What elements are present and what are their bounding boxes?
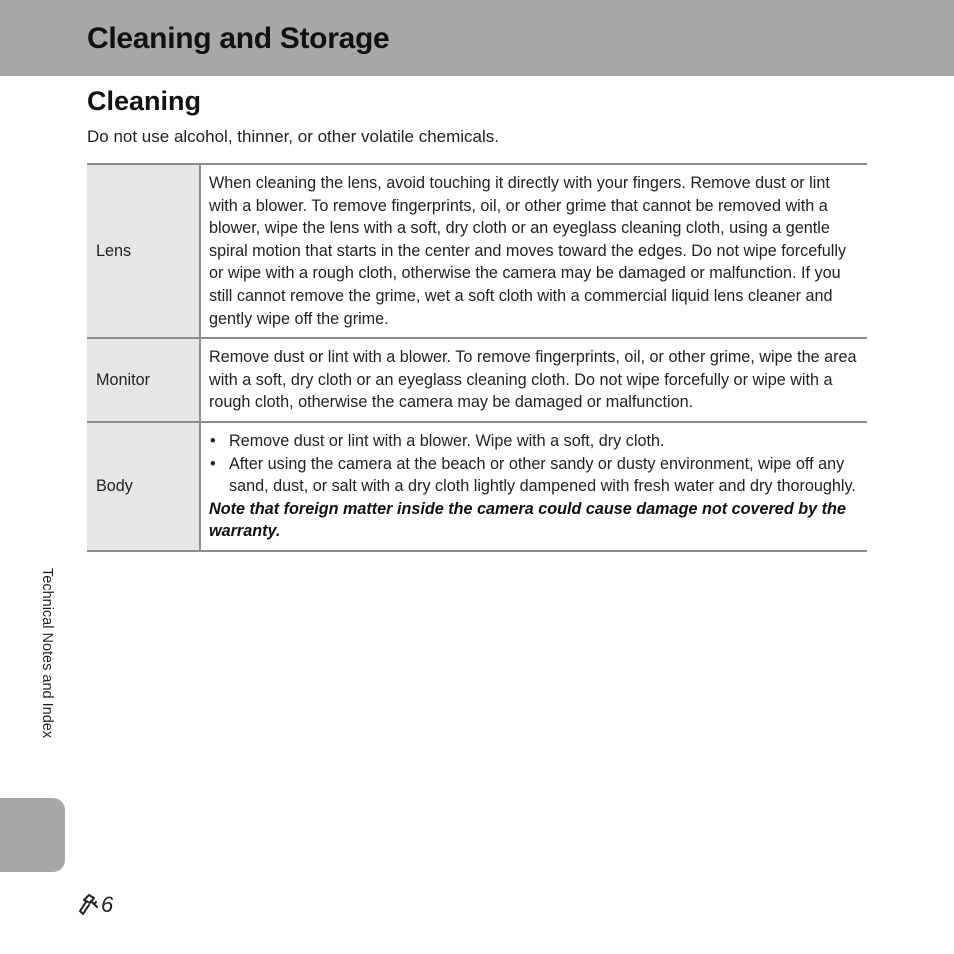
page-number-text: 6 xyxy=(101,892,114,917)
body-bullet-list xyxy=(209,430,859,498)
row-label: Lens xyxy=(87,164,200,338)
row-description: When cleaning the lens, avoid touching it directly with your fingers. Remove dust or lint with a blower. To remove fingerprints, oil, or other grime that cannot be removed with a blower, wipe the lens with a soft, dry cloth or an eyeglass cleaning cloth, using a gentle spiral motion that starts in the center and moves toward the edges. Do not wipe forcefully or wipe with a rough cloth, otherwise the camera may be damaged or malfunction. If you still cannot remove the grime, wet a soft cloth with a commercial liquid lens cleaner and gently wipe off the grime. xyxy=(209,174,847,328)
row-label: Body xyxy=(87,422,200,551)
table-row xyxy=(87,164,867,338)
section-title: Cleaning xyxy=(87,86,202,116)
page-title: Cleaning and Storage xyxy=(87,22,390,55)
intro-text: Do not use alcohol, thinner, or other volatile chemicals. xyxy=(87,127,500,146)
row-description xyxy=(200,422,867,551)
side-tab-label: Technical Notes and Index xyxy=(39,568,55,739)
technical-notes-icon xyxy=(74,892,100,918)
row-description: Remove dust or lint with a blower. To remove fingerprints, oil, or other grime, wipe the area with a soft, dry cloth or an eyeglass cleaning cloth. Do not wipe forcefully or wipe with a rough cloth, otherwise the camera may be damaged or malfunction. xyxy=(209,348,857,412)
table-row xyxy=(87,338,867,422)
table-row xyxy=(87,422,867,551)
page-number xyxy=(74,892,113,918)
cleaning-table xyxy=(87,163,867,552)
warranty-note: Note that foreign matter inside the camera could cause damage not covered by the warranty. xyxy=(209,499,846,541)
side-tab xyxy=(0,798,65,872)
list-item: • Remove dust or lint with a blower. Wipe with a soft, dry cloth. xyxy=(209,430,859,453)
list-item: • After using the camera at the beach or other sandy or dusty environment, wipe off any sand, dust, or salt with a dry cloth lightly dampened with fresh water and dry thoroughly. xyxy=(209,453,859,498)
row-label: Monitor xyxy=(87,338,200,422)
